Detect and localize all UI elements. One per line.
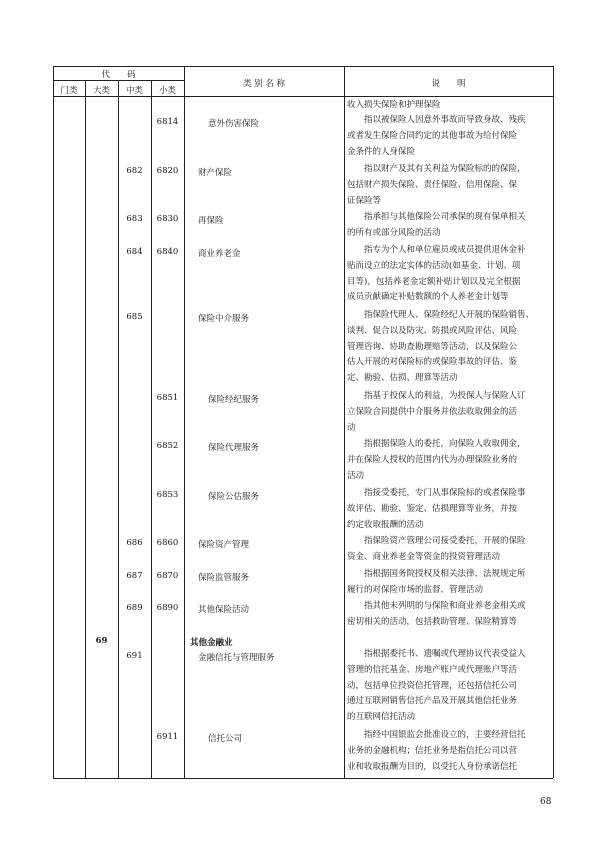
row-description: 指其他未列明的与保险和商业养老金相关或 密切相关的活动，包括救助管理、保险精算等 xyxy=(347,601,526,627)
row-zhonglei-code: 685 xyxy=(126,312,143,322)
row-dalei-code: 69 xyxy=(95,636,108,646)
row-xiaolei-code: 6860 xyxy=(156,538,179,548)
row-xiaolei-code: 6852 xyxy=(156,441,179,451)
col-divider-5 xyxy=(344,66,345,778)
row-xiaolei-code: 6890 xyxy=(156,603,179,613)
row-category-name: 再保险 xyxy=(198,216,224,226)
row-description: 指根据保险人的委托，向保险人收取佣金， 并在保险人授权的范围内代为办理保险业务的 活动 xyxy=(347,439,526,481)
row-category-name: 保险公估服务 xyxy=(208,492,260,502)
col-divider-2 xyxy=(118,80,119,778)
row-xiaolei-code: 6820 xyxy=(156,166,179,176)
row-description: 指基于投保人的利益，为投保人与保险人订 立保险合同提供中介服务并依法收取佣金的活 动 xyxy=(347,391,526,433)
row-zhonglei-code: 686 xyxy=(126,538,143,548)
row-zhonglei-code: 683 xyxy=(126,214,143,224)
row-zhonglei-code: 689 xyxy=(126,603,143,613)
row-xiaolei-code: 6851 xyxy=(156,393,179,403)
header-category-name: 类 别 名 称 xyxy=(242,79,286,89)
row-category-name: 保险监管服务 xyxy=(198,573,250,583)
header-xiaolei: 小类 xyxy=(158,86,176,96)
row-description: 指根据国务院授权及相关法律、法规规定所 履行的对保险市场的监督、管理活动 xyxy=(347,569,526,595)
header-mentype: 门类 xyxy=(60,86,78,96)
page-number: 68 xyxy=(540,797,552,807)
row-description: 指专为个人和单位雇员或成员提供退休金补 贴而设立的法定实体的活动(如基金、计划、项 目等)，包括养老金定额补贴计划以及完全根据 成员贡献确定补贴数额的个人养老金计划等 xyxy=(347,245,526,303)
row-category-name: 保险代理服务 xyxy=(208,443,260,453)
row-description: 指保险代理人、保险经纪人开展的保险销售、 谈判、促合以及防灾、防损或风险评估、风险 管理咨询、协助查勘理赔等活动，以及保险公 估人开展的对保险标的或保险事故的评估、鉴 定、勘验、估损、理算等活动 xyxy=(347,310,535,384)
header-description: 说 明 xyxy=(431,79,466,89)
table-top-border xyxy=(53,66,553,67)
row-xiaolei-code: 6870 xyxy=(156,571,179,581)
header-code: 代 码 xyxy=(101,70,136,80)
row-category-name: 其他保险活动 xyxy=(198,605,250,615)
row-category-name: 金融信托与管理服务 xyxy=(198,653,275,663)
row-category-name: 保险经纪服务 xyxy=(208,395,260,405)
header-zhonglei: 中类 xyxy=(125,86,143,96)
row-zhonglei-code: 684 xyxy=(126,247,143,257)
row-zhonglei-code: 691 xyxy=(126,651,143,661)
row-description: 指以被保险人因意外事故而导致身故、残疾 或者发生保险合同约定的其他事故为给付保险 金条件的人身保险 xyxy=(347,115,526,157)
row-xiaolei-code: 6830 xyxy=(156,214,179,224)
row-zhonglei-code: 687 xyxy=(126,571,143,581)
col-divider-3 xyxy=(151,80,152,778)
row-category-name: 保险中介服务 xyxy=(198,314,250,324)
row-description: 指根据委托书、遗嘱或代理协议代表受益人 管理的信托基金、房地产账户或代理账户等活 动，包括单位投资信托管理，还包括信托公司 通过互联网销售信托产品及开展其他信托业务 的互联网信托活动 xyxy=(347,649,526,723)
row-xiaolei-code: 6840 xyxy=(156,247,179,257)
row-description: 指承担与其他保险公司承保的现有保单相关 的所有或部分风险的活动 xyxy=(347,212,526,238)
row-category-name: 财产保险 xyxy=(198,168,233,178)
row-zhonglei-code: 682 xyxy=(126,166,143,176)
table-left-border xyxy=(53,66,54,778)
table-bottom-border xyxy=(53,778,553,779)
row-description: 指以财产及其有关利益为保险标的的保险， 包括财产损失保险、责任保险、信用保险、保 证保险等 xyxy=(347,164,526,206)
row-xiaolei-code: 6814 xyxy=(156,117,179,127)
row-description: 指接受委托，专门从事保险标的或者保险事 故评估、勘验、鉴定、估损理算等业务，并按 约定收取报酬的活动 xyxy=(347,488,526,530)
row-xiaolei-code: 6853 xyxy=(156,490,179,500)
row-description: 指经中国银监会批准设立的，主要经营信托 业务的金融机构；信托业务是指信托公司以营 业和收取报酬为目的，以受托人身份承诺信托 xyxy=(347,730,526,772)
col-divider-4 xyxy=(184,66,185,778)
table-right-border xyxy=(553,66,554,778)
header-dalei: 大类 xyxy=(92,86,110,96)
row-category-name: 其他金融业 xyxy=(190,638,233,648)
row-category-name: 意外伤害保险 xyxy=(208,119,260,129)
col-divider-1 xyxy=(85,80,86,778)
row-category-name: 信托公司 xyxy=(208,734,243,744)
row-category-name: 保险资产管理 xyxy=(198,540,250,550)
header-bottom-border xyxy=(53,96,553,97)
row-description: 收入损失保险和护理保险 xyxy=(347,100,441,110)
row-description: 指保险资产管理公司接受委托，开展的保险 资金、商业养老金等资金的投资管理活动 xyxy=(347,536,526,562)
row-category-name: 商业养老金 xyxy=(198,249,241,259)
row-xiaolei-code: 6911 xyxy=(156,732,179,742)
